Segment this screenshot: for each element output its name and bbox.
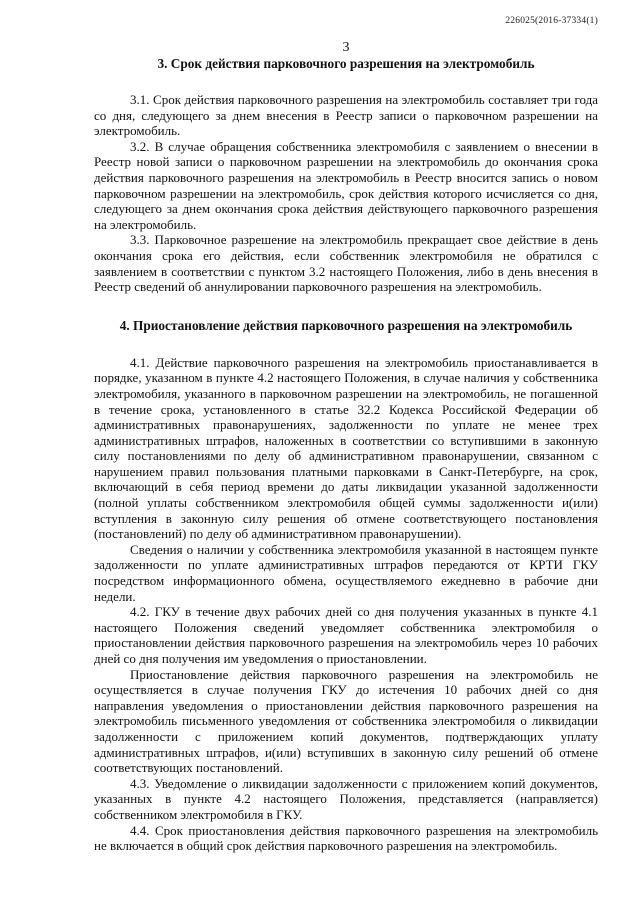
paragraph-4-1: 4.1. Действие парковочного разрешения на электромобиль приостанавливается в порядке, указанном в пункте 4.2 настоящего Положения, в случае наличия у собственника электромобиля, указанного в парковочном разрешении на электромобиль, не погашенной в течение срока, установленного в статье 32.2 Кодекса Российской Федерации об административных правонарушениях, задолженности по уплате не менее трех административных штрафов, наложенных в соответствии со вступившими в законную силу постановлениями по делу об административном правонарушении, связанном с нарушением правил пользования платными парковками в Санкт-Петербурге, на срок, включающий в себя период времени до даты ликвидации указанной задолженности (полной уплаты собственником электромобиля общей суммы задолженности и(или) вступления в законную силу решения об отмене соответствующего постановления (постановлений) по делу об административном правонарушении). [94,354,598,542]
paragraph-4-4: 4.4. Срок приостановления действия парковочного разрешения на электромобиль не включается в общий срок действия парковочного разрешения на электромобиль. [94,822,598,854]
section-4-title: 4. Приостановление действия парковочного разрешения на электромобиль [119,317,573,333]
paragraph-3-3: 3.3. Парковочное разрешение на электромобиль прекращает свое действие в день окончания срока его действия, если собственник электромобиля не обратился с заявлением в соответствии с пунктом 3.2 настоящего Положения, либо в день внесения в Реестр сведений об аннулировании парковочного разрешения на электромобиль. [94,232,598,295]
page-number: 3 [342,40,350,55]
paragraph-4-1-info: Сведения о наличии у собственника электромобиля указанной в настоящем пункте задолженности по уплате административных штрафов передаются от КРТИ ГКУ посредством информационного обмена, осуществляемого ежедневно в рабочие дни недели. [94,541,598,604]
paragraph-3-1: 3.1. Срок действия парковочного разрешения на электромобиль составляет три года со дня, следующего за днем внесения в Реестр записи о парковочном разрешении на электромобиль. [94,92,598,139]
paragraph-3-2: 3.2. В случае обращения собственника электромобиля с заявлением о внесении в Реестр новой записи о парковочном разрешении на электромобиль до окончания срока действия парковочного разрешения на электромобиль в Реестр вносится запись о новом парковочном разрешении на электромобиль, срок действия которого исчисляется со дня, следующего за днем окончания срока действия действующего парковочного разрешения на электромобиль. [94,138,598,232]
section-3-title: 3. Срок действия парковочного разрешения на электромобиль [157,56,535,71]
document-id: 226025(2016-37334(1) [505,16,598,26]
paragraph-4-2: 4.2. ГКУ в течение двух рабочих дней со дня получения указанных в пункте 4.1 настоящего Положения сведений уведомляет собственника электромобиля о приостановлении действия парковочного разрешения на электромобиль через 10 рабочих дней со дня получения им уведомления о приостановлении. [94,604,598,666]
paragraph-4-2-exception: Приостановление действия парковочного разрешения на электромобиль не осуществляется в случае получения ГКУ до истечения 10 рабочих дней со дня направления уведомления о приостановлении действия парковочного разрешения на электромобиль письменного уведомления от собственника электромобиля о ликвидации задолженности с приложением копий документов, подтверждающих уплату административных штрафов, и(или) вступивших в законную силу решений об отмене соответствующих постановлений. [94,666,598,776]
paragraph-4-3: 4.3. Уведомление о ликвидации задолженности с приложением копий документов, указанных в пункте 4.2 настоящего Положения, представляется (направляется) собственником электромобиля в ГКУ. [94,775,598,822]
